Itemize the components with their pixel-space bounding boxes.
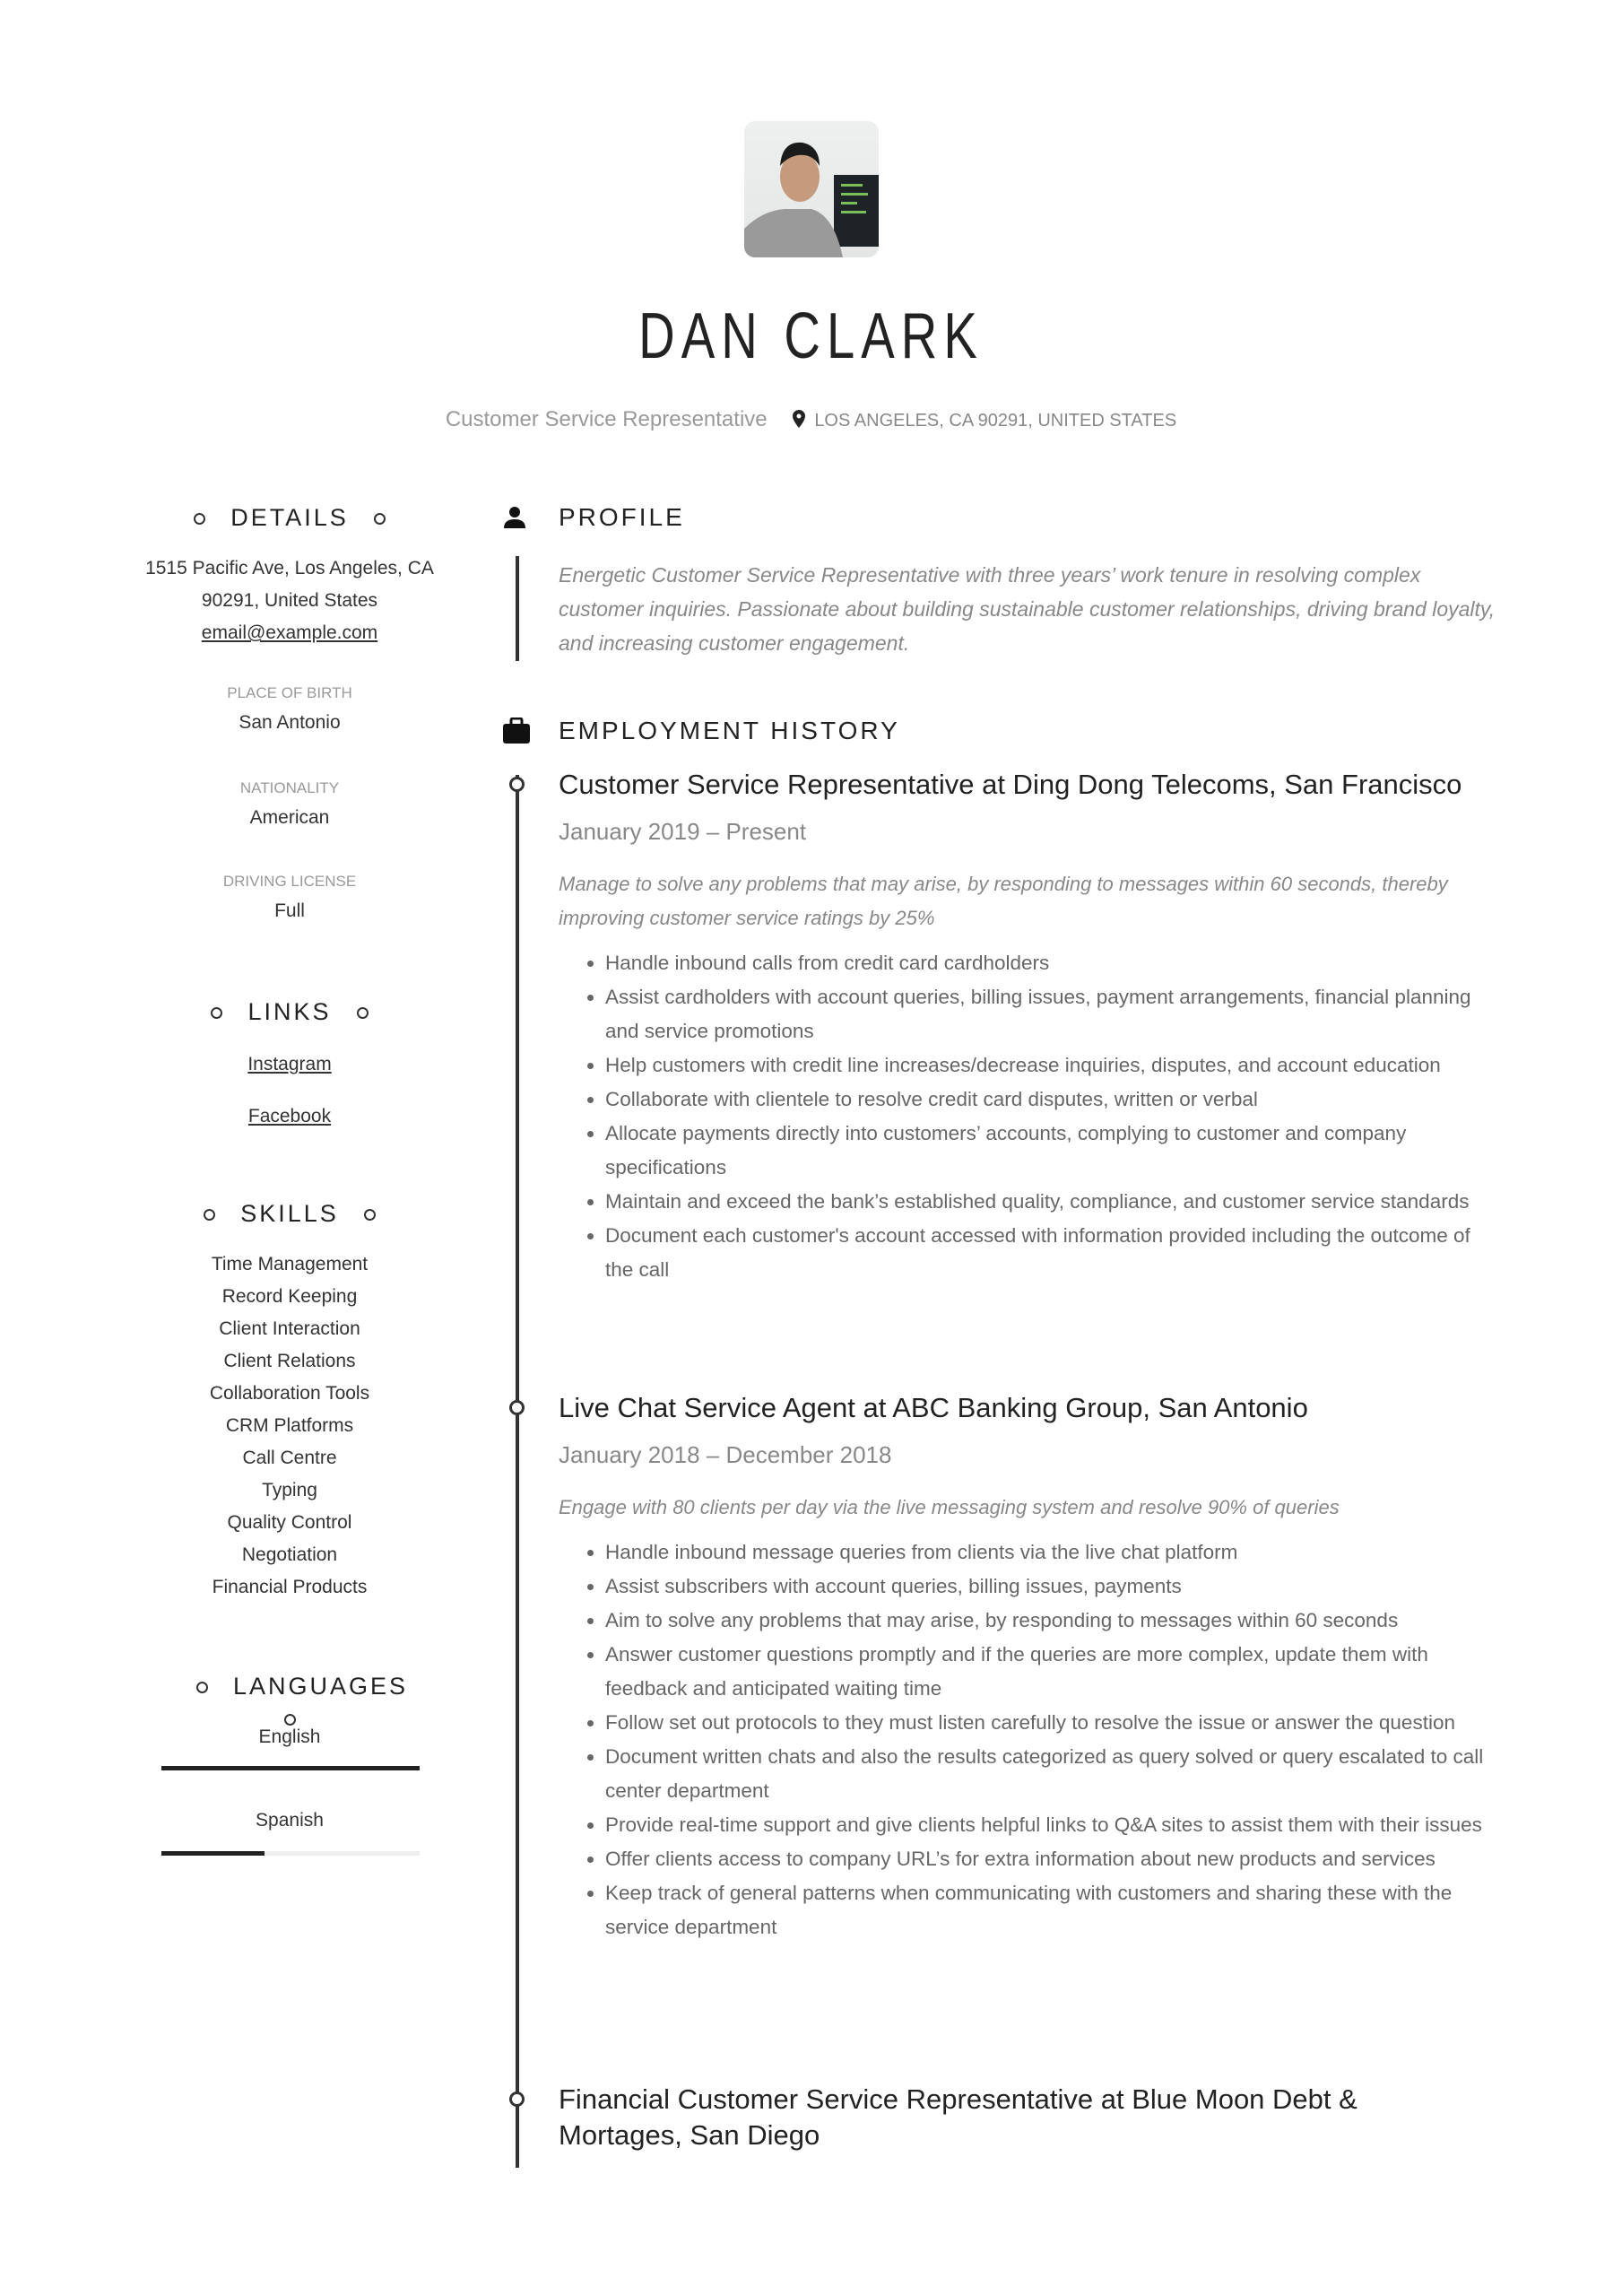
place-of-birth-label: PLACE OF BIRTH bbox=[227, 684, 352, 701]
bullet-item: • Handle inbound message queries from clients via the live chat platform bbox=[605, 1535, 1500, 1570]
skill-item: Call Centre bbox=[242, 1448, 337, 1468]
job-summary: Engage with 80 clients per day via the live messaging system and resolve 90% of queries bbox=[559, 1496, 1340, 1518]
skills-heading: SKILLS bbox=[142, 1197, 438, 1230]
job-title: Live Chat Service Agent at ABC Banking Group, San Antonio bbox=[559, 1392, 1308, 1423]
language-name: Spanish bbox=[256, 1810, 324, 1831]
bullet-item: • Offer clients access to company URL’s for extra information about new products and services bbox=[605, 1842, 1500, 1876]
skill-item: Record Keeping bbox=[221, 1286, 358, 1307]
timeline-line bbox=[516, 775, 519, 2168]
bullet-item: • Aim to solve any problems that may arise, by responding to messages within 60 seconds bbox=[605, 1604, 1500, 1638]
skill-item: CRM Platforms bbox=[225, 1415, 354, 1436]
job-entry bbox=[559, 2082, 1482, 2153]
links-heading: LINKS bbox=[142, 996, 438, 1028]
bullet-item: • Document written chats and also the results categorized as query solved or query escalated to call center department bbox=[605, 1740, 1500, 1808]
bullet-item: • Assist subscribers with account queries, billing issues, payments bbox=[605, 1570, 1500, 1604]
bullet-item: • Provide real-time support and give clients helpful links to Q&A sites to assist them with their issues bbox=[605, 1808, 1500, 1842]
details-heading: DETAILS bbox=[142, 501, 438, 534]
place-of-birth: San Antonio bbox=[239, 712, 341, 733]
profile-divider bbox=[516, 556, 519, 661]
skill-item: Time Management bbox=[211, 1254, 369, 1274]
job-title: Financial Customer Service Representative at Blue Moon Debt & Mortages, San Diego bbox=[559, 2083, 1357, 2151]
email-link[interactable]: email@example.com bbox=[201, 622, 378, 643]
skill-item: Collaboration Tools bbox=[209, 1383, 370, 1404]
language-level-bar bbox=[161, 1766, 420, 1770]
bullet-item: • Answer customer questions promptly and if the queries are more complex, update them with feedback and anticipated waiting time bbox=[605, 1638, 1500, 1706]
skill-item: Negotiation bbox=[241, 1544, 338, 1565]
job-dates: January 2019 – Present bbox=[559, 818, 807, 845]
skill-item: Quality Control bbox=[227, 1512, 352, 1533]
bullet-item: • Maintain and exceed the bank’s established quality, compliance, and customer service standards bbox=[605, 1185, 1500, 1219]
facebook-link[interactable]: Facebook bbox=[247, 1106, 332, 1126]
job-title: Customer Service Representative at Ding Dong Telecoms, San Francisco bbox=[559, 769, 1462, 800]
location bbox=[793, 411, 1176, 430]
bullet-item: • Handle inbound calls from credit card cardholders bbox=[605, 946, 1500, 980]
language-name: English bbox=[258, 1726, 321, 1747]
bullet-item: • Allocate payments directly into customers’ accounts, complying to customer and company specifications bbox=[605, 1117, 1500, 1185]
driving-license: Full bbox=[274, 900, 305, 921]
skill-item: Typing bbox=[262, 1480, 317, 1500]
bullet-item: • Help customers with credit line increases/decrease inquiries, disputes, and account education bbox=[605, 1048, 1500, 1083]
nationality: American bbox=[249, 807, 330, 828]
instagram-link[interactable]: Instagram bbox=[247, 1054, 332, 1074]
map-pin-icon bbox=[793, 410, 805, 428]
job-summary: Manage to solve any problems that may arise, by responding to messages within 60 seconds, thereby improving customer service ratings by 25% bbox=[559, 873, 1448, 929]
timeline-dot bbox=[509, 1400, 525, 1415]
skill-item: Financial Products bbox=[212, 1577, 368, 1597]
job-entry bbox=[559, 1390, 1500, 1944]
header-subtitle bbox=[0, 405, 1622, 435]
employment-heading: EMPLOYMENT HISTORY bbox=[559, 717, 900, 744]
profile-heading: PROFILE bbox=[559, 503, 685, 531]
skill-item: Client Relations bbox=[223, 1351, 356, 1371]
job-title: Customer Service Representative bbox=[445, 407, 768, 431]
profile-photo bbox=[744, 121, 879, 257]
timeline-dot bbox=[509, 2092, 525, 2107]
language-level-fill bbox=[161, 1851, 265, 1856]
bullet-item: • Keep track of general patterns when communicating with customers and sharing these with the service department bbox=[605, 1876, 1500, 1944]
location-text: LOS ANGELES, CA 90291, UNITED STATES bbox=[814, 411, 1177, 430]
details-address bbox=[142, 552, 438, 649]
bullet-item: • Follow set out protocols to they must listen carefully to resolve the issue or answer the question bbox=[605, 1706, 1500, 1740]
languages-heading: LANGUAGES bbox=[142, 1670, 438, 1735]
language-level-bar bbox=[161, 1851, 420, 1856]
job-entry bbox=[559, 767, 1500, 1287]
bullet-item: • Assist cardholders with account queries, billing issues, payment arrangements, financial planning and service promotions bbox=[605, 980, 1500, 1048]
profile-summary: Energetic Customer Service Representative with three years’ work tenure in resolving complex customer inquiries. Passionate about building sustainable customer relationships, driving brand loyalty, and increasing customer engagement. bbox=[559, 563, 1496, 655]
person-icon bbox=[502, 505, 527, 530]
address-line: 1515 Pacific Ave, Los Angeles, CA bbox=[145, 558, 434, 578]
bullet-item: • Collaborate with clientele to resolve credit card disputes, written or verbal bbox=[605, 1083, 1500, 1117]
briefcase-icon bbox=[502, 718, 531, 744]
job-bullets bbox=[559, 1535, 1500, 1944]
job-dates: January 2018 – December 2018 bbox=[559, 1441, 892, 1468]
bullet-item: • Document each customer's account accessed with information provided including the outcome of the call bbox=[605, 1219, 1500, 1287]
skill-item: Client Interaction bbox=[219, 1318, 360, 1339]
driving-license-label: DRIVING LICENSE bbox=[222, 873, 357, 890]
candidate-name: DAN CLARK bbox=[638, 300, 984, 372]
address-line: 90291, United States bbox=[201, 590, 378, 611]
skills-list bbox=[142, 1248, 438, 1604]
job-bullets bbox=[559, 946, 1500, 1287]
timeline-dot bbox=[509, 777, 525, 792]
nationality-label: NATIONALITY bbox=[239, 779, 340, 796]
language-level-fill bbox=[161, 1766, 420, 1770]
